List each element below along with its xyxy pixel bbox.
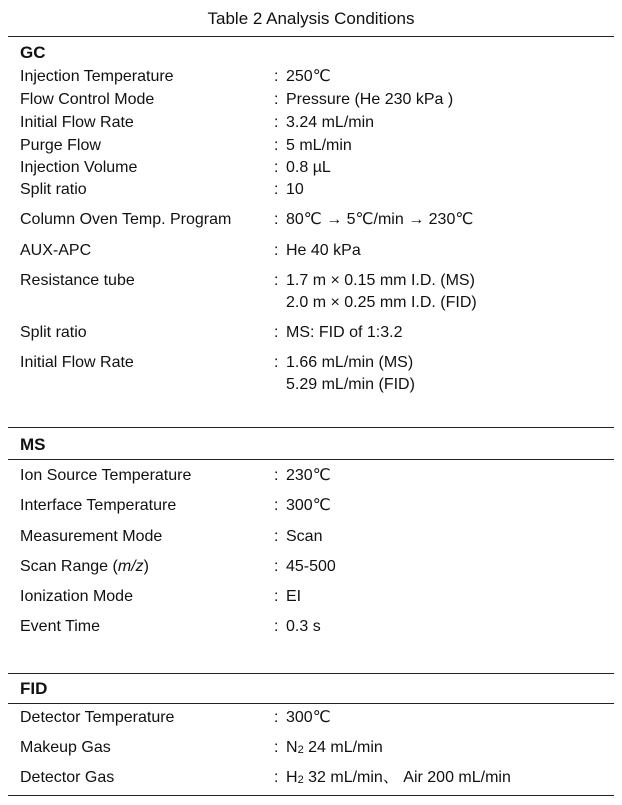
title-divider xyxy=(8,36,614,37)
row-value-line: 1.7 m × 0.15 mm I.D. (MS) xyxy=(286,272,475,289)
row-value: Pressure (He 230 kPa ) xyxy=(286,91,454,108)
row-separator: : xyxy=(274,467,279,484)
table-title: Table 2 Analysis Conditions xyxy=(207,9,415,28)
row-value-line: 5.29 mL/min (FID) xyxy=(286,376,415,393)
section-heading-fid: FID xyxy=(20,679,48,698)
row-label: Initial Flow Rate xyxy=(20,114,134,131)
row-separator: : xyxy=(274,272,279,289)
row-value-subscript: 2 xyxy=(297,744,304,756)
row-value: MS: FID of 1:3.2 xyxy=(286,324,403,341)
section-divider xyxy=(8,703,614,704)
row-label: Split ratio xyxy=(20,181,87,198)
row-value xyxy=(286,737,383,761)
row-separator: : xyxy=(274,137,279,154)
row-value: 230℃ xyxy=(286,467,331,484)
row-separator: : xyxy=(274,558,279,575)
row-value: 5 mL/min xyxy=(286,137,352,154)
row-value: 0.3 s xyxy=(286,618,321,635)
row-separator: : xyxy=(274,324,279,341)
row-value: Scan xyxy=(286,528,323,545)
row-value xyxy=(286,352,415,396)
row-label: Injection Volume xyxy=(20,159,138,176)
row-value: 45-500 xyxy=(286,558,336,575)
row-label: Measurement Mode xyxy=(20,528,163,545)
row-label-suffix: ) xyxy=(143,558,149,575)
row-label: Purge Flow xyxy=(20,137,101,154)
row-value: 0.8 µL xyxy=(286,159,331,176)
row-separator: : xyxy=(274,354,279,371)
row-separator: : xyxy=(274,528,279,545)
row-label: Detector Temperature xyxy=(20,709,175,726)
section-divider xyxy=(8,427,614,428)
row-separator: : xyxy=(274,588,279,605)
row-separator: : xyxy=(274,242,279,259)
row-label: Makeup Gas xyxy=(20,739,111,756)
row-label-italic: m/z xyxy=(117,558,144,575)
row-label: Split ratio xyxy=(20,324,87,341)
row-separator: : xyxy=(274,181,279,198)
row-value: 80℃ → 5℃/min → 230℃ xyxy=(286,211,474,228)
row-label: Interface Temperature xyxy=(20,497,177,514)
row-value: EI xyxy=(286,588,302,605)
row-value-suffix: 32 mL/min、 Air 200 mL/min xyxy=(303,769,511,786)
row-separator: : xyxy=(274,618,279,635)
row-value: 3.24 mL/min xyxy=(286,114,375,131)
row-value: 300℃ xyxy=(286,709,331,726)
row-separator: : xyxy=(274,68,279,85)
row-separator: : xyxy=(274,497,279,514)
row-value: 300℃ xyxy=(286,497,331,514)
section-heading-gc: GC xyxy=(20,43,46,62)
row-label: Detector Gas xyxy=(20,769,115,786)
row-separator: : xyxy=(274,769,279,786)
section-divider xyxy=(8,673,614,674)
row-label-prefix: Scan Range ( xyxy=(20,558,118,575)
row-separator: : xyxy=(274,739,279,756)
row-separator: : xyxy=(274,114,279,131)
row-label: Flow Control Mode xyxy=(20,91,155,108)
row-value xyxy=(286,270,477,314)
row-label xyxy=(20,556,149,578)
row-value-suffix: 24 mL/min xyxy=(303,739,383,756)
section-heading-ms: MS xyxy=(20,435,46,454)
row-value-subscript: 2 xyxy=(297,774,304,786)
row-separator: : xyxy=(274,211,279,228)
row-label: Column Oven Temp. Program xyxy=(20,211,232,228)
row-label: Resistance tube xyxy=(20,272,135,289)
row-label: Injection Temperature xyxy=(20,68,174,85)
row-separator: : xyxy=(274,91,279,108)
row-label: AUX-APC xyxy=(20,242,92,259)
row-value-line: 1.66 mL/min (MS) xyxy=(286,354,414,371)
row-label: Event Time xyxy=(20,618,101,635)
row-value xyxy=(286,767,511,791)
row-value-prefix: H xyxy=(286,769,298,786)
row-value: 250℃ xyxy=(286,68,331,85)
section-divider xyxy=(8,459,614,460)
row-value: He 40 kPa xyxy=(286,242,361,259)
row-label: Ionization Mode xyxy=(20,588,133,605)
row-value-prefix: N xyxy=(286,739,298,756)
row-separator: : xyxy=(274,709,279,726)
row-separator: : xyxy=(274,159,279,176)
row-label: Ion Source Temperature xyxy=(20,467,192,484)
row-value-line: 2.0 m × 0.25 mm I.D. (FID) xyxy=(286,294,477,311)
row-value: 10 xyxy=(286,181,304,198)
table-bottom-rule xyxy=(8,795,614,796)
row-label: Initial Flow Rate xyxy=(20,354,134,371)
